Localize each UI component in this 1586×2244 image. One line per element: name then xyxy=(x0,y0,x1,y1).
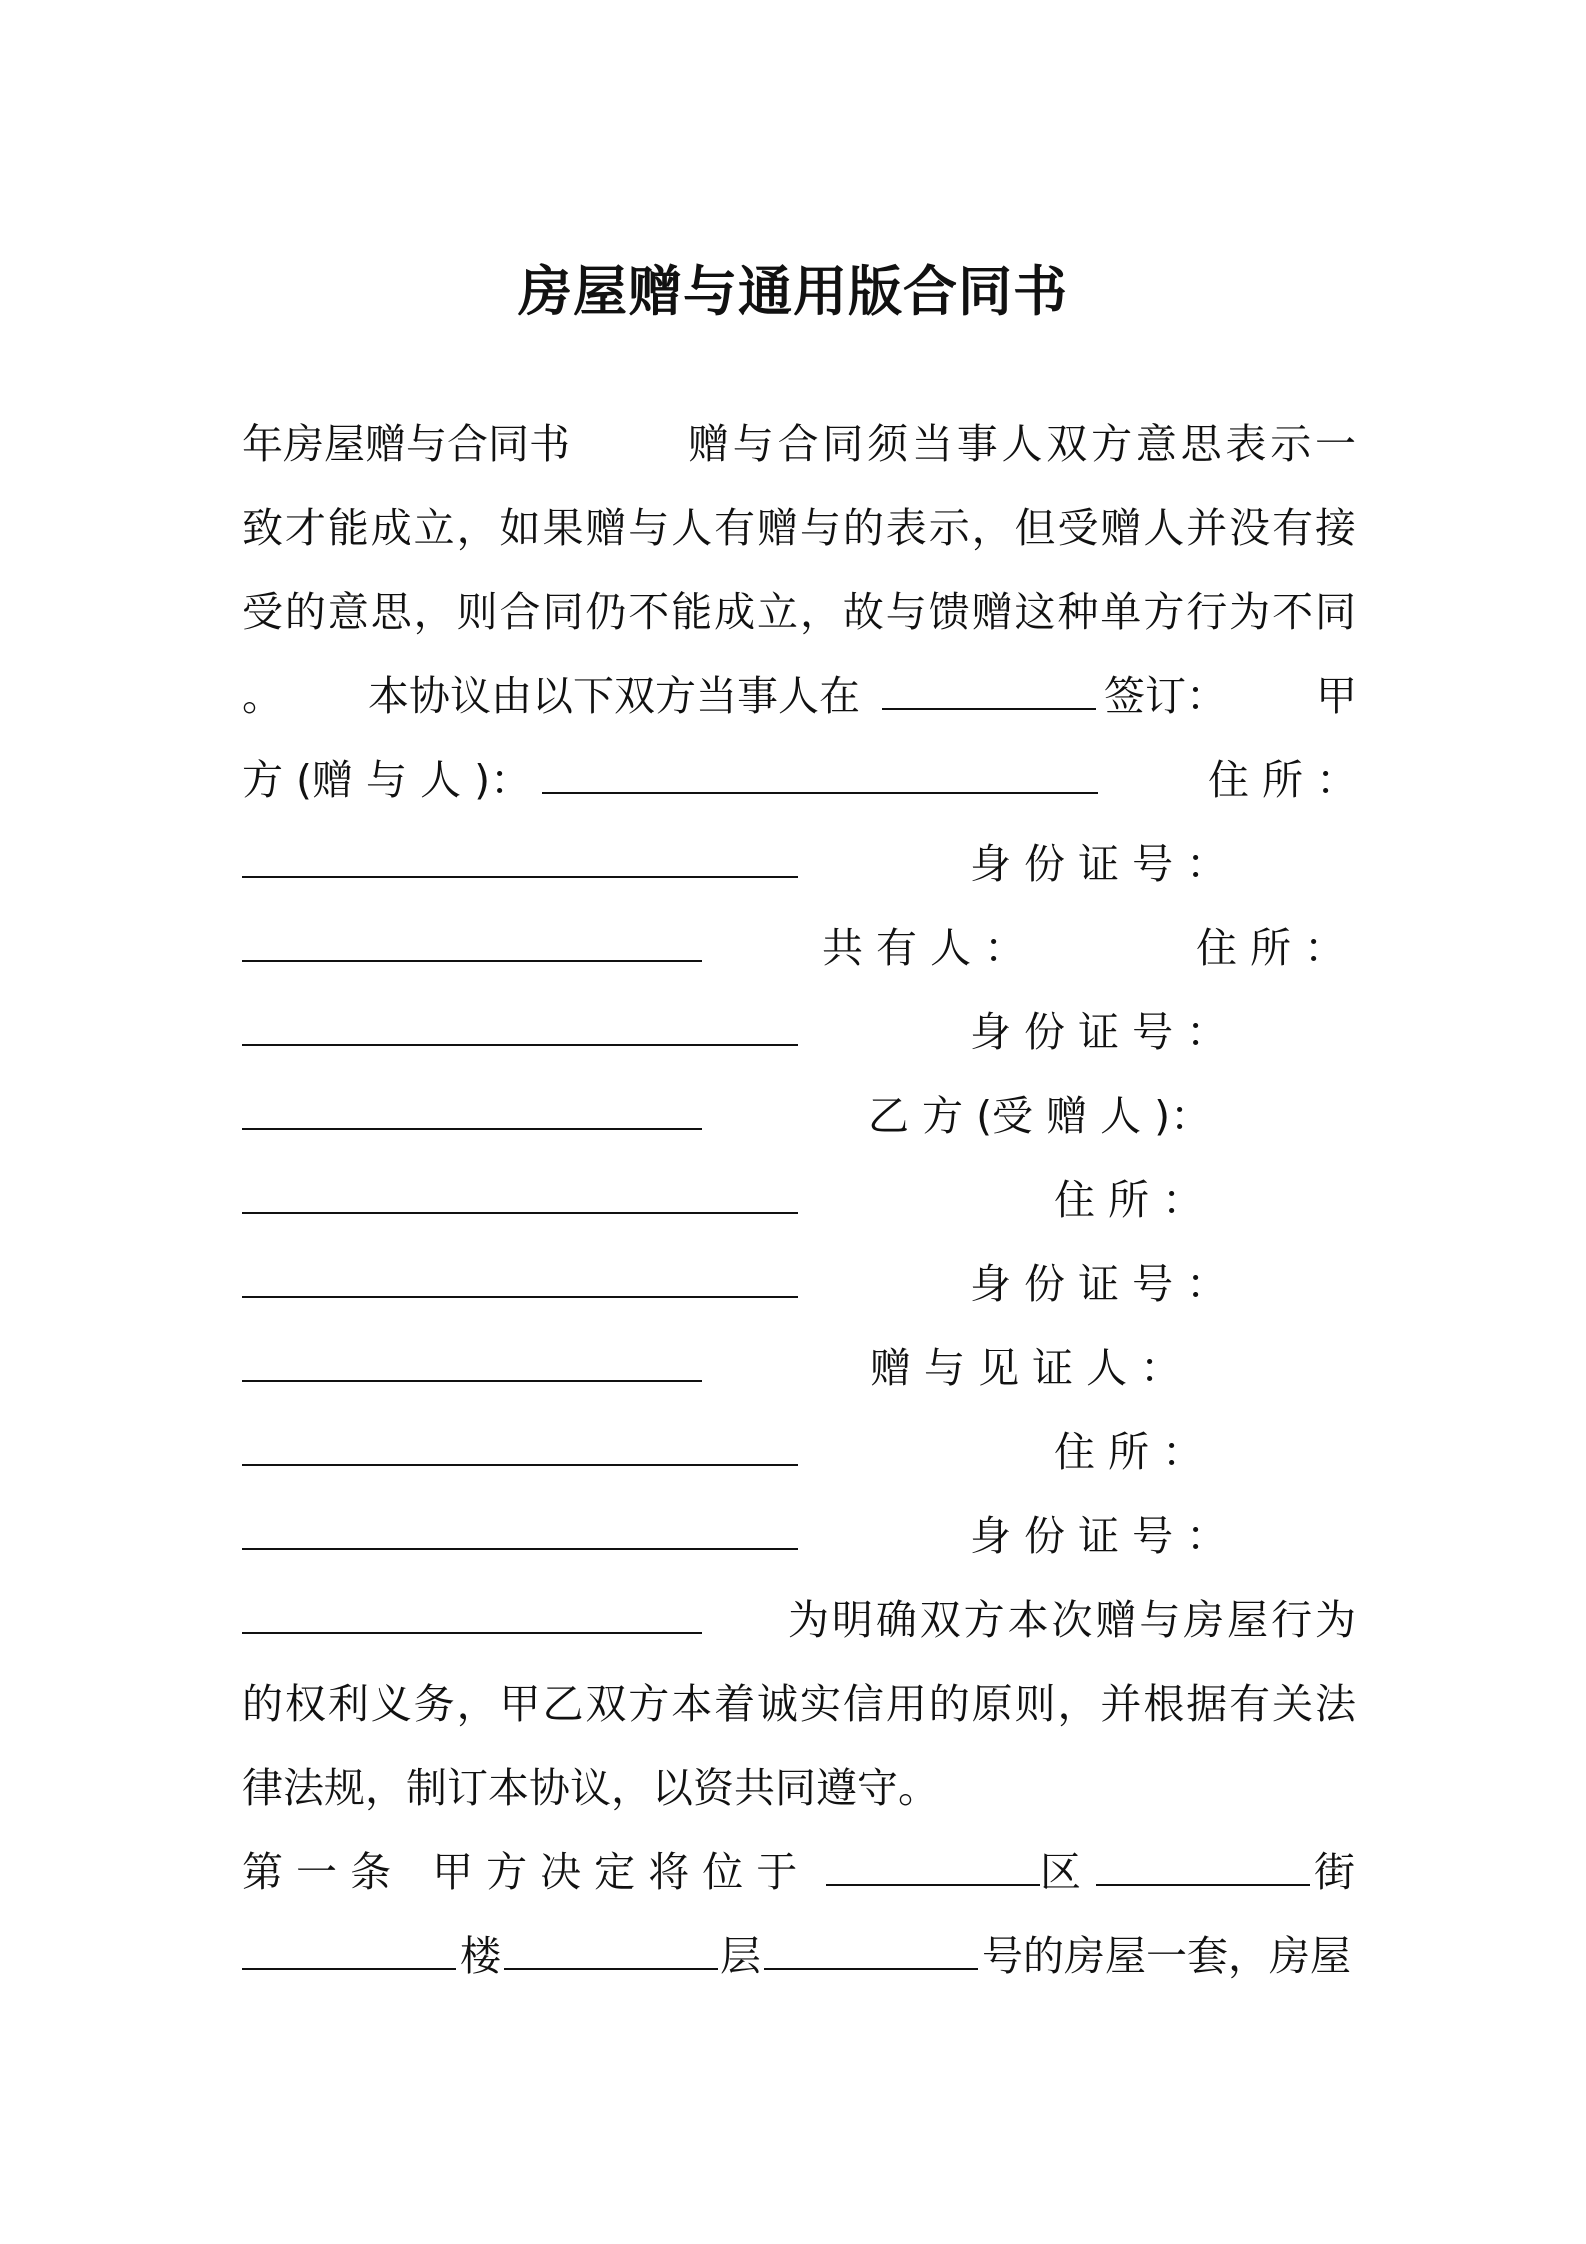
fill-blank-district[interactable] xyxy=(826,1832,1040,1886)
fill-blank-witness-name[interactable] xyxy=(242,1412,798,1466)
text-segment: 赠 与 见 证 人 ： xyxy=(870,1344,1182,1392)
text-segment: 身 份 证 号 ： xyxy=(970,1512,1228,1560)
paragraph-line: 的权利义务，甲乙双方本着诚实信用的原则，并根据有关法 xyxy=(242,1680,1356,1728)
text-segment: 身 份 证 号 ： xyxy=(970,1260,1228,1308)
fill-blank-witness-id[interactable] xyxy=(242,1580,702,1634)
text-segment: 楼 xyxy=(460,1932,501,1980)
text-segment: 住 所 ： xyxy=(1054,1176,1204,1224)
paragraph-line: 律法规，制订本协议，以资共同遵守。 xyxy=(242,1764,939,1812)
paragraph-line xyxy=(242,402,1356,486)
text-segment: 。 xyxy=(242,672,283,720)
paragraph-line xyxy=(242,738,1356,822)
text-segment: 赠与合同须当事人双方意思表示一 xyxy=(688,420,1356,468)
text-segment: 身 份 证 号 ： xyxy=(970,840,1228,888)
paragraph-line xyxy=(242,1074,1356,1158)
fill-blank-donee-name[interactable] xyxy=(242,1160,798,1214)
text-segment: 号的房屋一套，房屋 xyxy=(982,1932,1351,1980)
paragraph-line xyxy=(242,1494,1356,1578)
paragraph-line xyxy=(242,1914,1356,1998)
fill-blank-donee-id[interactable] xyxy=(242,1328,702,1382)
fill-blank-donor-address[interactable] xyxy=(242,824,798,878)
fill-blank-building[interactable] xyxy=(242,1916,456,1970)
paragraph-line xyxy=(242,1578,1356,1662)
paragraph-line xyxy=(242,1158,1356,1242)
fill-blank-location[interactable] xyxy=(882,656,1096,710)
paragraph-line xyxy=(242,654,1356,738)
text-segment: 身 份 证 号 ： xyxy=(970,1008,1228,1056)
paragraph-line xyxy=(242,1326,1356,1410)
text-segment: 甲 xyxy=(1316,672,1357,720)
text-segment: 为明确双方本次赠与房屋行为 xyxy=(788,1596,1356,1644)
fill-blank-floor[interactable] xyxy=(504,1916,718,1970)
text-segment: 方 (赠 与 人 )： xyxy=(242,756,532,804)
text-segment: 层 xyxy=(720,1932,761,1980)
text-segment: 共 有 人 ： xyxy=(822,924,1026,972)
text-segment: 年房屋赠与合同书 xyxy=(242,420,570,468)
fill-blank-witness-address[interactable] xyxy=(242,1496,798,1550)
fill-blank-coowner-address[interactable] xyxy=(242,992,798,1046)
text-segment: 住 所 ： xyxy=(1208,756,1358,804)
paragraph-line xyxy=(242,1242,1356,1326)
text-segment: 本协议由以下双方当事人在 xyxy=(368,672,860,720)
fill-blank-unit-number[interactable] xyxy=(764,1916,978,1970)
paragraph-line xyxy=(242,822,1356,906)
fill-blank-donor-name[interactable] xyxy=(542,740,1098,794)
paragraph-line xyxy=(242,1830,1356,1914)
fill-blank-donor-id[interactable] xyxy=(242,908,702,962)
text-segment: 区 xyxy=(1040,1848,1081,1896)
text-segment: 街 xyxy=(1314,1848,1355,1896)
fill-blank-street[interactable] xyxy=(1096,1832,1310,1886)
paragraph-line: 致才能成立，如果赠与人有赠与的表示，但受赠人并没有接 xyxy=(242,504,1356,552)
text-segment: 乙 方 (受 赠 人 )： xyxy=(868,1092,1212,1140)
text-segment: 第 一 条 甲 方 决 定 将 位 于 xyxy=(242,1848,798,1896)
paragraph-line xyxy=(242,990,1356,1074)
fill-blank-donee-address[interactable] xyxy=(242,1244,798,1298)
fill-blank-coowner-id[interactable] xyxy=(242,1076,702,1130)
text-segment: 住 所 ： xyxy=(1054,1428,1204,1476)
paragraph-line xyxy=(242,1410,1356,1494)
paragraph-line xyxy=(242,906,1356,990)
text-segment: 签订： xyxy=(1104,672,1227,720)
document-title: 房屋赠与通用版合同书 xyxy=(518,260,1068,323)
text-segment: 住 所 ： xyxy=(1196,924,1346,972)
paragraph-line: 受的意思，则合同仍不能成立，故与馈赠这种单方行为不同 xyxy=(242,588,1356,636)
